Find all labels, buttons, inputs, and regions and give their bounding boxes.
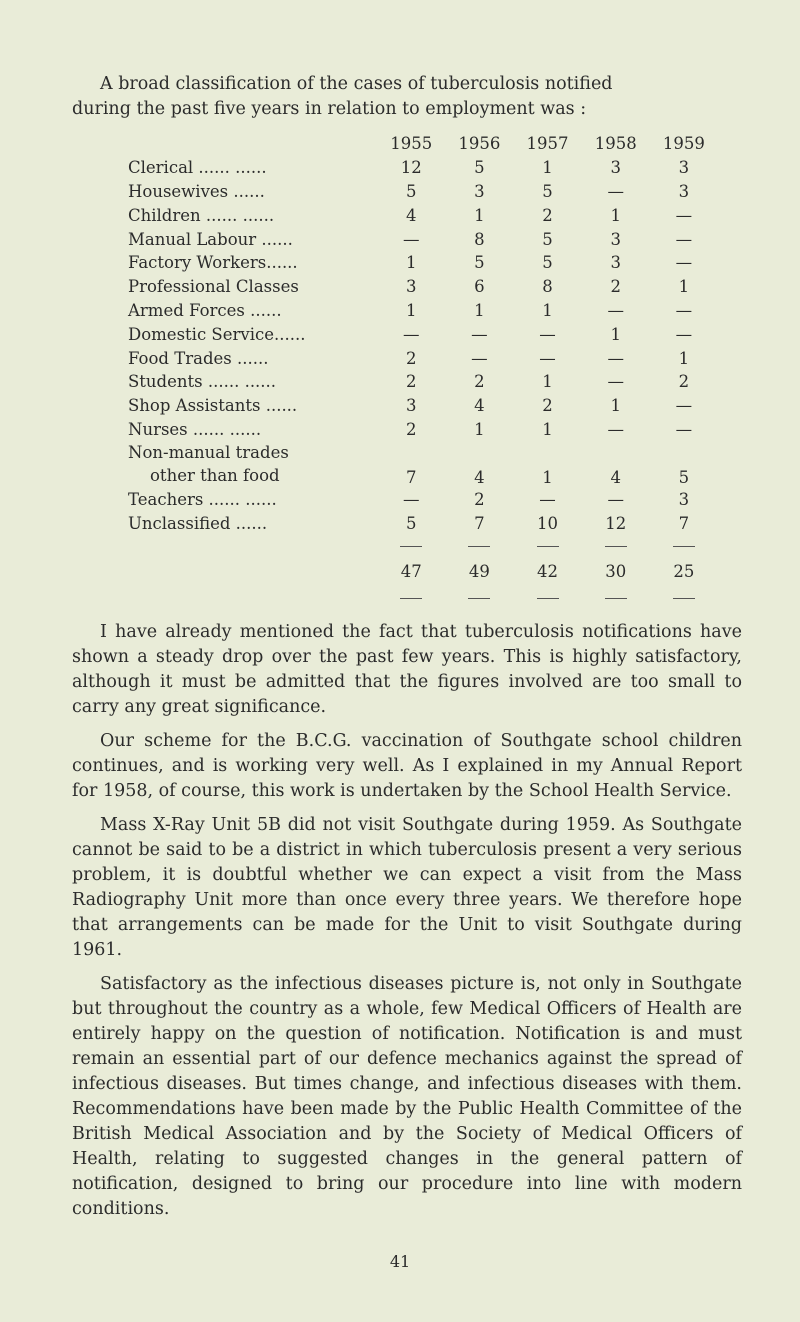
rule-line — [468, 598, 490, 599]
row-label: Unclassified ...... — [128, 513, 268, 533]
cell-value: 5 — [542, 181, 553, 201]
cell-value: 3 — [405, 277, 417, 297]
sum-rule-row — [128, 587, 718, 609]
row-label: Food Trades ...... — [128, 348, 269, 368]
cell-value: 3 — [678, 489, 690, 509]
cell-value: — — [471, 324, 488, 344]
header-blank — [128, 132, 377, 156]
row-label-line-1: Non-manual trades — [128, 443, 289, 463]
total-value: 25 — [673, 562, 695, 582]
table-row — [128, 418, 718, 442]
paragraph: Our scheme for the B.C.G. vaccination of Southgate school children continues, and is working very well. As I explained in my Annual Report for 1958, of course, this work is undertaken by the School Health Service. — [72, 731, 742, 801]
paragraph: I have already mentioned the fact that tuberculosis notifications have shown a steady drop over the past few years. This is highly satisfactory, although it must be admitted that the figures involved are too small to carry any great significance. — [72, 622, 742, 717]
cell-value: — — [675, 229, 693, 249]
cell-value: — — [607, 181, 624, 201]
table-row — [128, 511, 718, 535]
total-value: 49 — [468, 562, 490, 582]
cell-value: 1 — [405, 300, 417, 320]
cell-value: 7 — [474, 513, 485, 533]
cell-value: — — [402, 489, 420, 509]
cell-value: — — [607, 489, 624, 509]
cell-value: — — [402, 229, 420, 249]
cell-value: 1 — [678, 277, 690, 297]
cell-value: 1 — [610, 205, 621, 225]
intro-paragraph — [72, 72, 742, 122]
row-label: Professional Classes — [128, 277, 299, 297]
cell-value: 3 — [405, 396, 417, 416]
cell-value: 2 — [610, 277, 621, 297]
year-header: 1956 — [458, 134, 501, 154]
cell-value: — — [539, 489, 556, 509]
cell-value: — — [607, 300, 624, 320]
cell-value: 5 — [542, 229, 553, 249]
cell-value: 2 — [678, 372, 690, 392]
table-row — [128, 251, 718, 275]
cell-value: 5 — [405, 513, 417, 533]
cell-value: 7 — [405, 468, 417, 488]
total-value: 47 — [400, 562, 422, 582]
cell-value: — — [607, 348, 624, 368]
total-value: 42 — [537, 562, 559, 582]
cell-value: — — [539, 348, 556, 368]
row-label — [128, 441, 377, 487]
cell-value: 8 — [474, 229, 485, 249]
total-value: 30 — [605, 562, 627, 582]
cell-value: 5 — [474, 158, 485, 178]
cell-value: 1 — [610, 396, 621, 416]
row-label: Factory Workers...... — [128, 253, 298, 273]
cell-value: 1 — [542, 468, 553, 488]
cell-value: 12 — [400, 158, 422, 178]
intro-line-2: during the past five years in relation to employment was : — [72, 99, 587, 119]
cell-value: 5 — [405, 181, 417, 201]
table-row — [128, 227, 718, 251]
cell-value: 1 — [542, 158, 553, 178]
cell-value: — — [675, 396, 693, 416]
rule-line — [537, 598, 559, 599]
intro-line-1: A broad classification of the cases of tuberculosis notified — [100, 74, 613, 94]
cell-value: 4 — [474, 468, 485, 488]
cell-value: 2 — [542, 205, 553, 225]
cell-value: 1 — [474, 300, 485, 320]
cell-value: — — [675, 253, 693, 273]
cell-value: 4 — [474, 396, 485, 416]
rule-line — [400, 546, 422, 547]
row-label: Housewives ...... — [128, 181, 265, 201]
cell-value: 5 — [474, 253, 485, 273]
table-row — [128, 156, 718, 180]
cell-value: 10 — [537, 513, 559, 533]
body-text — [72, 620, 742, 1231]
table-row — [128, 370, 718, 394]
cell-value: — — [675, 324, 693, 344]
cell-value: — — [675, 419, 693, 439]
cell-value: — — [607, 372, 624, 392]
cell-value: 4 — [405, 205, 417, 225]
table-row — [128, 180, 718, 204]
row-label: Domestic Service...... — [128, 324, 306, 344]
cell-value: 3 — [610, 253, 621, 273]
table-row — [128, 322, 718, 346]
cell-value: 1 — [474, 419, 485, 439]
cell-value: — — [607, 419, 624, 439]
row-label: Children ...... ...... — [128, 205, 275, 225]
rule-line — [605, 546, 627, 547]
cell-value: 1 — [542, 300, 553, 320]
paragraph: Satisfactory as the infectious diseases picture is, not only in Southgate but throughout the country as a whole, few Medical Officers of Health are entirely happy on the question of notification. Notification is and must remain an essential part of our defence mechanics against the spread of infectious diseases. But times change, and infectious diseases with them. Recommendations have been made by the Public Health Committee of the British Medical Association and by the Society of Medical Officers of Health, relating to suggested changes in the general pattern of notification, designed to bring our procedure into line with modern conditions. — [72, 974, 742, 1219]
cell-value: — — [539, 324, 556, 344]
table-row — [128, 394, 718, 418]
cell-value: 3 — [474, 181, 485, 201]
cell-value: 2 — [405, 372, 417, 392]
cell-value: 2 — [474, 372, 485, 392]
rule-line — [468, 546, 490, 547]
cell-value: 2 — [405, 419, 417, 439]
rule-line — [673, 598, 695, 599]
cell-value: 6 — [474, 277, 485, 297]
cell-value: 3 — [610, 158, 621, 178]
row-label: Armed Forces ...... — [128, 300, 282, 320]
page-number: 41 — [389, 1252, 411, 1271]
cell-value: 5 — [542, 253, 553, 273]
cell-value: 1 — [542, 372, 553, 392]
cell-value: 3 — [678, 158, 690, 178]
table-header-row — [128, 132, 718, 156]
year-header: 1957 — [526, 134, 569, 154]
totals-row — [128, 557, 718, 587]
cell-value: — — [675, 300, 693, 320]
cell-value: 1 — [610, 324, 621, 344]
table-row — [128, 203, 718, 227]
cell-value: 3 — [678, 181, 690, 201]
rule-line — [537, 546, 559, 547]
row-label: Nurses ...... ...... — [128, 419, 262, 439]
cell-value: 1 — [474, 205, 485, 225]
cell-value: 2 — [542, 396, 553, 416]
cell-value: 1 — [405, 253, 417, 273]
cell-value: 8 — [542, 277, 553, 297]
sum-rule-row — [128, 535, 718, 557]
row-label: Students ...... ...... — [128, 372, 277, 392]
rule-line — [673, 546, 695, 547]
cell-value: 1 — [542, 419, 553, 439]
rule-line — [400, 598, 422, 599]
table-row — [128, 275, 718, 299]
year-header: 1959 — [662, 134, 705, 154]
cell-value: 4 — [610, 468, 621, 488]
cell-value: 7 — [678, 513, 690, 533]
rule-line — [605, 598, 627, 599]
paragraph: Mass X-Ray Unit 5B did not visit Southgate during 1959. As Southgate cannot be said to be a district in which tuberculosis present a very serious problem, it is doubtful whether we can expect a visit from the Mass Radiography Unit more than once every three years. We therefore hope that arrangements can be made for the Unit to visit Southgate during 1961. — [72, 815, 742, 960]
table-row — [128, 441, 718, 487]
cell-value: — — [675, 205, 693, 225]
cell-value: 5 — [678, 468, 690, 488]
cell-value: 1 — [678, 348, 690, 368]
cell-value: 12 — [605, 513, 627, 533]
table-row — [128, 346, 718, 370]
cell-value: 2 — [474, 489, 485, 509]
row-label: Teachers ...... ...... — [128, 489, 277, 509]
cell-value: 3 — [610, 229, 621, 249]
year-header: 1958 — [594, 134, 637, 154]
cell-value: — — [402, 324, 420, 344]
row-label: Shop Assistants ...... — [128, 396, 298, 416]
row-label: Clerical ...... ...... — [128, 158, 267, 178]
cell-value: — — [471, 348, 488, 368]
row-label-line-2: other than food — [150, 466, 280, 486]
year-header: 1955 — [390, 134, 433, 154]
table-row — [128, 487, 718, 511]
row-label: Manual Labour ...... — [128, 229, 293, 249]
tuberculosis-employment-table — [128, 132, 718, 609]
cell-value: 2 — [405, 348, 417, 368]
table-row — [128, 299, 718, 323]
